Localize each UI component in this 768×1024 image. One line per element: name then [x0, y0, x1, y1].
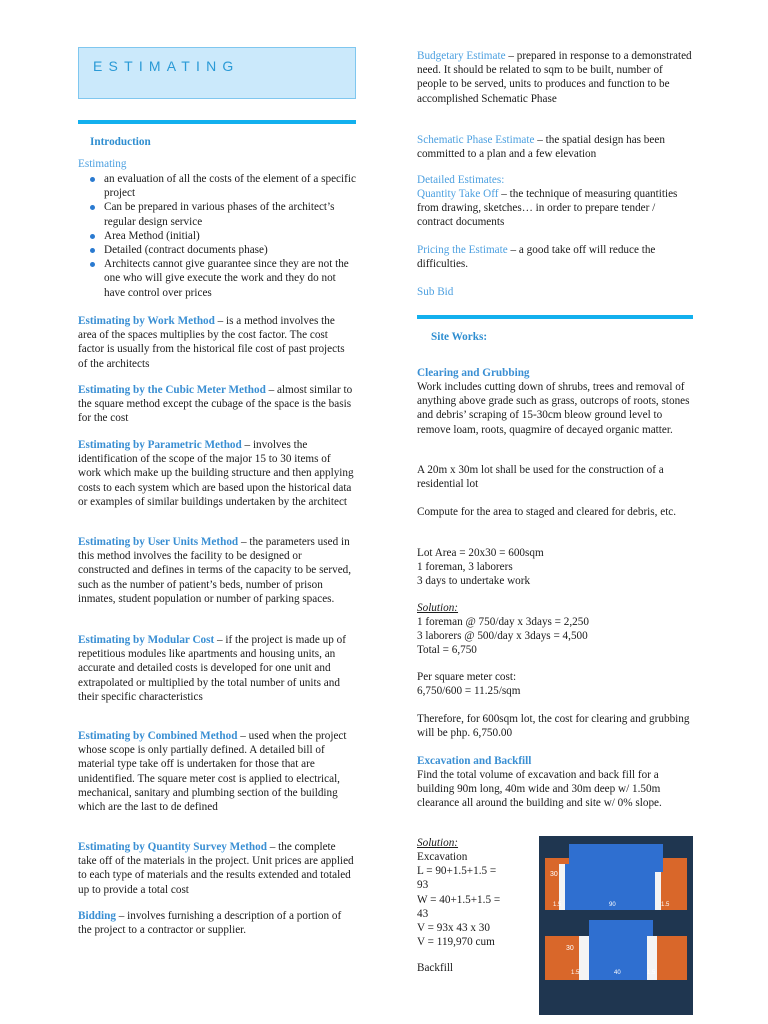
dim-label: 90 [609, 902, 616, 908]
excavation-line: 93 [417, 879, 429, 892]
page-title: ESTIMATING [93, 58, 240, 74]
pricing-text: – a good take off will reduce the difficulties. [417, 244, 656, 271]
def-modular-cost [78, 633, 356, 704]
def-work-method [78, 314, 356, 371]
excavation-heading: Excavation and Backfill [417, 755, 532, 767]
per-sqm-line: Per square meter cost: [417, 671, 517, 683]
dim-label: 1.5 [571, 970, 580, 976]
list-item: Detailed (contract documents phase) [78, 243, 356, 257]
title-box [78, 47, 356, 99]
pricing-estimate [417, 243, 693, 271]
section-divider [78, 120, 356, 124]
solution-line: Total = 6,750 [417, 644, 477, 657]
given-line: 3 days to undertake work [417, 575, 531, 588]
solution-lines [417, 615, 693, 658]
def-bidding [78, 909, 356, 937]
site-works-heading: Site Works: [431, 331, 488, 343]
def-term: Estimating by Work Method [78, 315, 215, 327]
given-line: Lot Area = 20x30 = 600sqm [417, 547, 544, 559]
excavation-line: W = 40+1.5+1.5 = [417, 893, 501, 906]
def-term: Estimating by User Units Method [78, 536, 239, 548]
building-top-upper [569, 844, 663, 872]
def-text: – if the project is made up of repetitious modules like apartments and housing units, an accurate and detailed costs is developed for one unit and extrapolated or multiplied by the total number of units and their specific characteristics [78, 634, 346, 703]
dim-label: 1.5 [647, 970, 656, 976]
clearing-text: Work includes cutting down of shrubs, trees and removal of anything above grade such as grass, outcrops of roots, stones and debris’ scraping of 15-30cm bleow ground level to remove loam, roots, quagmire of decayed organic matter. [417, 381, 690, 436]
building-bottom [589, 920, 653, 980]
excavation-line: V = 93x 43 x 30 [417, 922, 490, 935]
backfill-label: Backfill [417, 962, 454, 974]
schematic-estimate [417, 133, 693, 161]
list-item: Can be prepared in various phases of the architect’s regular design service [78, 200, 356, 228]
solution-line: 3 laborers @ 500/day x 3days = 4,500 [417, 630, 588, 643]
excavation-diagram [539, 836, 693, 1015]
estimating-term: Estimating [78, 158, 127, 170]
clearance-left-bottom [579, 936, 589, 980]
excavation-text: Find the total volume of excavation and back fill for a building 90m long, 40m wide and 30m deep w/ 1.50m clearance all around the building and site w/ 0% slope. [417, 769, 662, 810]
excavation-line: V = 119,970 cum [417, 936, 495, 949]
def-term: Estimating by Modular Cost [78, 634, 215, 646]
solution2-label: Solution: [417, 837, 459, 849]
quantity-take-off [417, 187, 693, 230]
def-term: Estimating by Combined Method [78, 730, 238, 742]
def-text: – almost similar to the square method except the cubage of the space is the basis for the cost [78, 384, 353, 425]
budgetary-term: Budgetary Estimate [417, 50, 506, 62]
def-cubic-meter [78, 383, 356, 426]
sub-bid: Sub Bid [417, 286, 454, 298]
dim-label: 30 [566, 945, 574, 952]
compute-text: Compute for the area to staged and cleared for debris, etc. [417, 506, 677, 518]
solution-line: 1 foreman @ 750/day x 3days = 2,250 [417, 616, 589, 628]
def-term: Estimating by Parametric Method [78, 439, 242, 451]
excavation-line: 43 [417, 907, 429, 920]
qto-term: Quantity Take Off [417, 188, 499, 200]
excavation-line: L = 90+1.5+1.5 = [417, 865, 497, 878]
solution-label: Solution: [417, 602, 459, 614]
def-parametric [78, 438, 356, 509]
def-quantity-survey [78, 840, 356, 897]
given-line: 1 foreman, 3 laborers [417, 561, 513, 574]
estimating-bullets [78, 172, 356, 300]
excavation-lines [417, 850, 527, 949]
dim-label: 30 [550, 871, 558, 878]
excavation-diagram-svg [539, 836, 693, 1015]
def-text: – used when the project whose scope is only partially defined. A detailed bill of material type take off is undertaken for those that are unidentified. The square meter cost is applied to electrical, mechanical, sanitary and plumbing section of the building which are the last to de defined [78, 730, 347, 814]
budgetary-text: – prepared in response to a demonstrated need. It should be related to sqm to be built, number of people to be served, units to produces and function to be accomplished Schematic Phase [417, 50, 692, 105]
lot-text: A 20m x 30m lot shall be used for the construction of a residential lot [417, 464, 664, 491]
def-term: Estimating by Quantity Survey Method [78, 841, 267, 853]
excavation-line: Excavation [417, 851, 468, 863]
dim-label: 1.5 [553, 902, 562, 908]
def-text: – is a method involves the area of the spaces multiplies by the cost factor. The cost factor is usually from the historical file cost of past projects of the architects [78, 315, 345, 370]
dim-label: 1.5 [661, 902, 670, 908]
budgetary-estimate [417, 49, 693, 106]
def-user-units [78, 535, 356, 606]
list-item: Area Method (initial) [78, 229, 356, 243]
def-combined [78, 729, 356, 814]
clearing-heading: Clearing and Grubbing [417, 367, 530, 379]
givens [417, 546, 693, 589]
def-term: Bidding [78, 910, 116, 922]
list-item: an evaluation of all the costs of the element of a specific project [78, 172, 356, 200]
per-sqm-line: 6,750/600 = 11.25/sqm [417, 685, 521, 698]
pricing-term: Pricing the Estimate [417, 244, 508, 256]
list-item: Architects cannot give guarantee since they are not the one who will give execute the work and they do not have control over prices [78, 257, 356, 300]
section-divider [417, 315, 693, 319]
schematic-text: – the spatial design has been committed to a plan and a few elevation [417, 134, 665, 161]
detailed-heading: Detailed Estimates: [417, 174, 505, 186]
def-text: – involves the identification of the scope of the major 15 to 30 items of work which make up the building structure and then applying costs to each system which are based upon the historical data or examples of similar buildings undertaken by the architect [78, 439, 354, 508]
schematic-term: Schematic Phase Estimate [417, 134, 535, 146]
def-text: – the parameters used in this method involves the facility to be designed or constructed and defines in terms of the capacity to be served, such as the number of patient’s beds, number of prison inmates, student population or number of parking spaces. [78, 536, 352, 605]
per-sqm [417, 670, 693, 698]
def-text: – involves furnishing a description of a portion of the project to a contractor or supplier. [78, 910, 342, 937]
qto-text: – the technique of measuring quantities from drawing, sketches… in order to prepare tender / contract documents [417, 188, 678, 229]
def-text: – the complete take off of the materials in the project. Unit prices are applied to each type of materials and the results extended and totaled up to provide a total cost [78, 841, 354, 896]
def-term: Estimating by the Cubic Meter Method [78, 384, 266, 396]
intro-heading: Introduction [90, 136, 151, 148]
therefore-text: Therefore, for 600sqm lot, the cost for clearing and grubbing will be php. 6,750.00 [417, 713, 690, 740]
dim-label: 40 [614, 970, 621, 976]
